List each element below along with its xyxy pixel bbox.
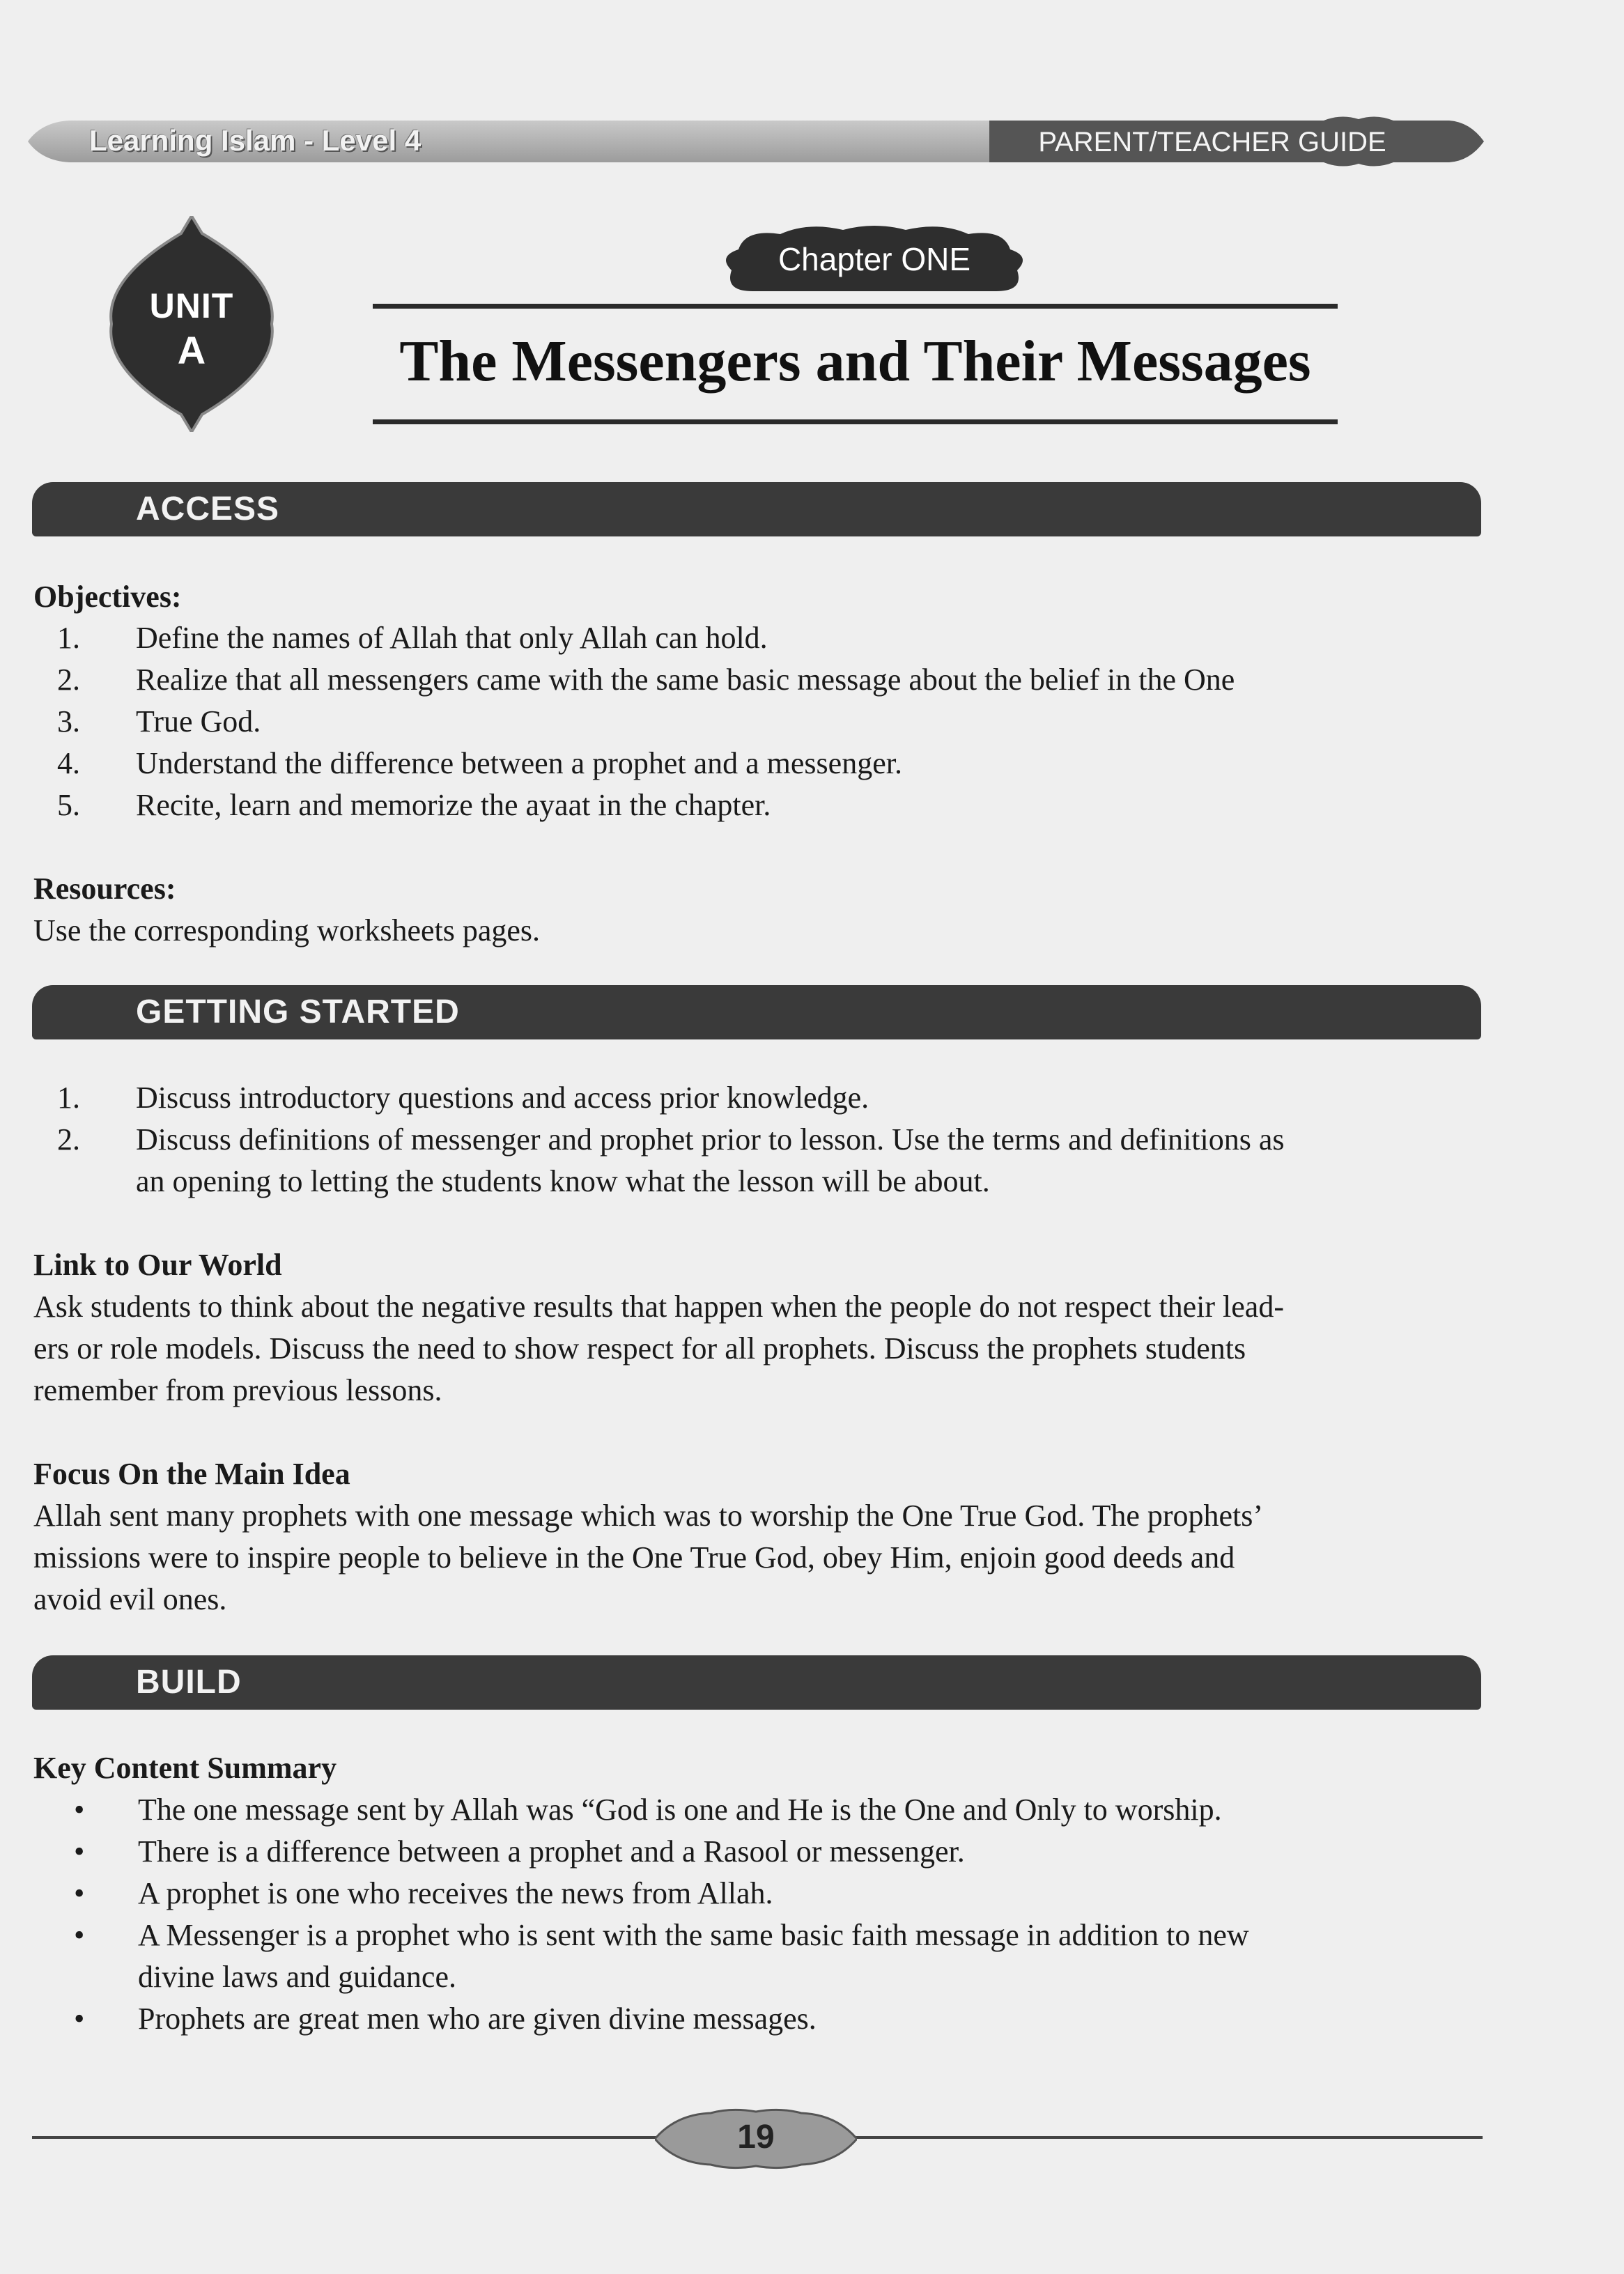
step-number: 1.: [57, 1081, 80, 1115]
step-text: Discuss definitions of messenger and prophet prior to lesson. Use the terms and definitions as: [136, 1122, 1285, 1157]
resources-text: Use the corresponding worksheets pages.: [33, 913, 541, 948]
bullet: •: [74, 1918, 85, 1952]
chapter-title: The Messengers and Their Messages: [399, 329, 1311, 394]
summary-bullet-text: divine laws and guidance.: [138, 1960, 456, 1994]
objective-number: 5.: [57, 788, 80, 822]
summary-bullet-text: There is a difference between a prophet and a Rasool or messenger.: [138, 1834, 965, 1869]
focus-text-line: missions were to inspire people to believe in the One True God, obey Him, enjoin good deeds and: [33, 1540, 1235, 1575]
bullet: •: [74, 2002, 85, 2036]
header-guide-label: PARENT/TEACHER GUIDE: [1038, 127, 1386, 157]
step-text: Discuss introductory questions and access prior knowledge.: [136, 1081, 869, 1115]
bullet: •: [74, 1834, 85, 1869]
title-rule-top: [373, 304, 1338, 309]
link-heading: Link to Our World: [33, 1248, 282, 1282]
summary-bullet-text: The one message sent by Allah was “God is one and He is the One and Only to worship.: [138, 1793, 1222, 1827]
step-number: 2.: [57, 1122, 80, 1157]
unit-letter: A: [177, 328, 206, 372]
header-book-title: Learning Islam - Level 4: [89, 124, 422, 157]
focus-text-line: Allah sent many prophets with one message which was to worship the One True God. The prophets’: [33, 1499, 1264, 1533]
bullet: •: [74, 1876, 85, 1910]
unit-word: UNIT: [149, 286, 234, 325]
objectives-heading: Objectives:: [33, 580, 182, 614]
link-text-line: ers or role models. Discuss the need to show respect for all prophets. Discuss the prophets students: [33, 1331, 1246, 1366]
page-number: 19: [737, 2119, 775, 2156]
build-section-bar: [32, 1655, 1481, 1710]
access-section-label: ACCESS: [136, 490, 280, 527]
objective-text: Recite, learn and memorize the ayaat in the chapter.: [136, 788, 771, 822]
summary-bullet-text: Prophets are great men who are given divine messages.: [138, 2002, 817, 2036]
objective-text: Define the names of Allah that only Allah can hold.: [136, 621, 768, 655]
title-rule-bottom: [373, 419, 1338, 424]
build-section-label: BUILD: [136, 1664, 242, 1701]
objective-text: Realize that all messengers came with the same basic message about the belief in the One: [136, 663, 1235, 697]
objective-number: 2.: [57, 663, 80, 697]
focus-heading: Focus On the Main Idea: [33, 1457, 350, 1491]
link-text-line: remember from previous lessons.: [33, 1373, 442, 1407]
getting-started-section-label: GETTING STARTED: [136, 993, 460, 1030]
objective-text: Understand the difference between a prophet and a messenger.: [136, 746, 902, 780]
resources-heading: Resources:: [33, 872, 176, 906]
link-text-line: Ask students to think about the negative results that happen when the people do not respect their lead-: [33, 1290, 1284, 1324]
objective-number: 3.: [57, 704, 80, 738]
step-text: an opening to letting the students know what the lesson will be about.: [136, 1164, 990, 1198]
bullet: •: [74, 1793, 85, 1827]
objective-number: 1.: [57, 621, 80, 655]
objective-text: True God.: [136, 704, 261, 738]
objective-number: 4.: [57, 746, 80, 780]
summary-bullet-text: A Messenger is a prophet who is sent with the same basic faith message in addition to new: [138, 1918, 1249, 1952]
key-content-heading: Key Content Summary: [33, 1751, 337, 1785]
focus-text-line: avoid evil ones.: [33, 1582, 227, 1616]
chapter-label: Chapter ONE: [778, 241, 971, 277]
summary-bullet-text: A prophet is one who receives the news from Allah.: [138, 1876, 773, 1910]
